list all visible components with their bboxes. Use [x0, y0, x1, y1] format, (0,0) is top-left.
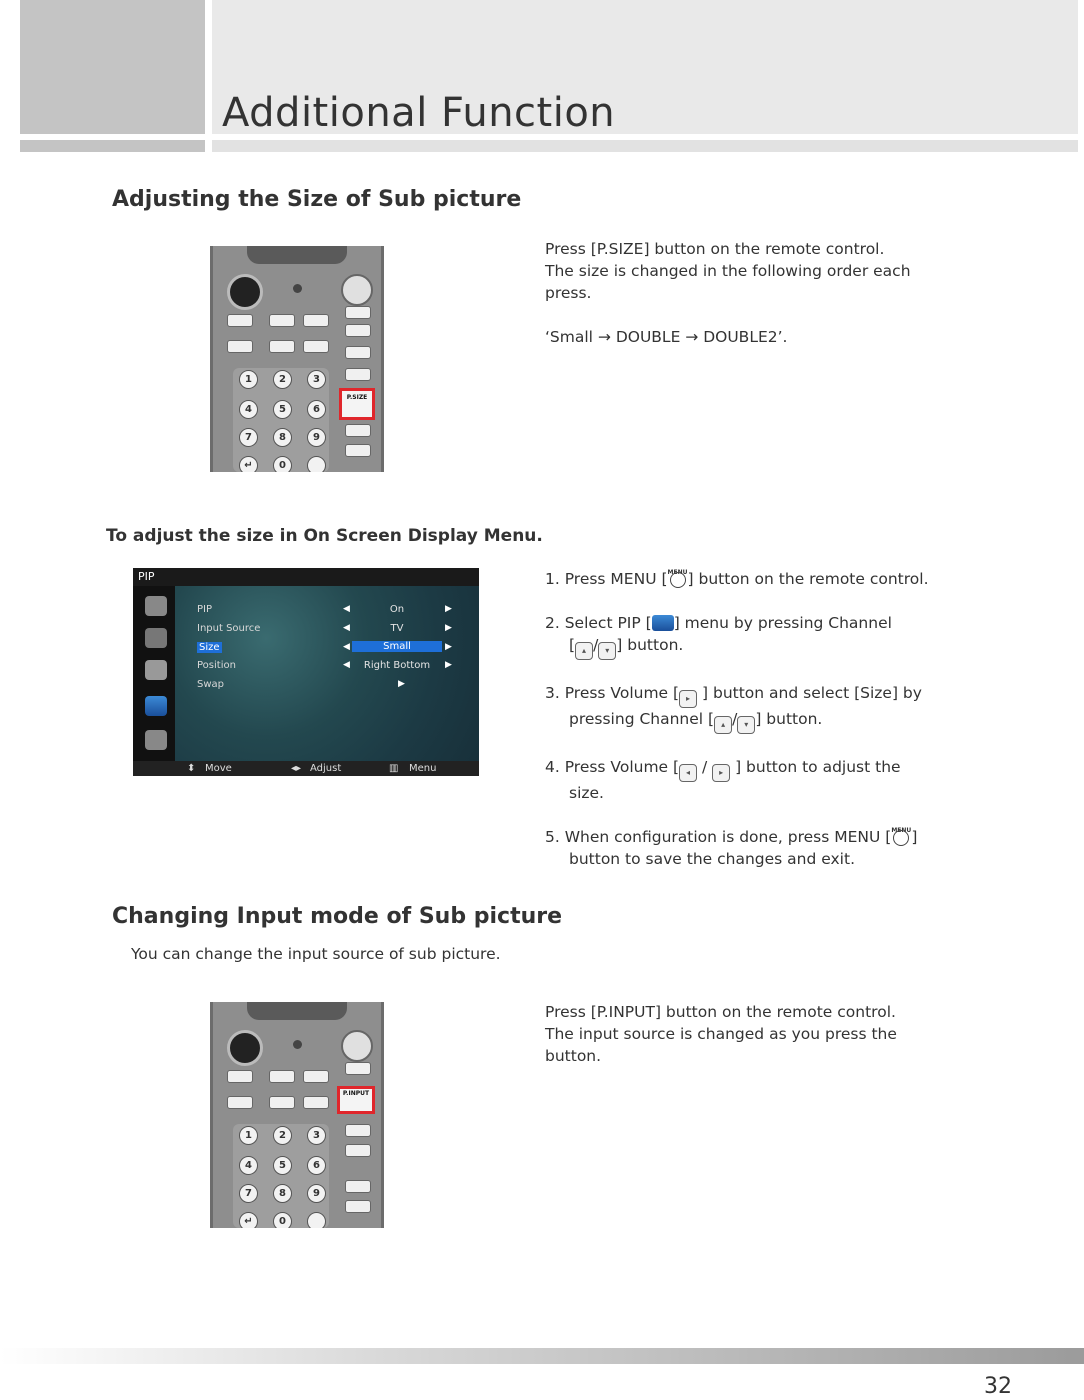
instruction-line: button.: [545, 1047, 602, 1065]
osd-menu-screenshot: [133, 568, 479, 776]
channel-down-icon: ▾: [598, 642, 616, 660]
move-arrows-icon: ⬍: [187, 763, 196, 774]
footer-bar: [0, 1348, 1084, 1364]
osd-subheading: To adjust the size in On Screen Display Menu.: [106, 526, 543, 546]
osd-steps: [545, 568, 1045, 870]
step-5: 5. When configuration is done, press MENU [ MENU ] button to save the changes and exit.: [545, 827, 918, 868]
power-button-icon: [227, 274, 263, 310]
remote-control-image-2: 1 2 3 4 5 6 7 8 9 ↵ 0 P.INPUT: [210, 1002, 384, 1228]
step-1: 1. Press MENU [ MENU ] button on the remote control.: [545, 569, 929, 588]
osd-footer-menu: Menu: [409, 763, 437, 774]
instruction-line: The size is changed in the following order each: [545, 262, 911, 280]
left-arrow-icon: ◀: [343, 604, 350, 614]
osd-footer-move: Move: [205, 763, 232, 774]
page-number: 32: [984, 1374, 1012, 1399]
pip-icon: [145, 696, 167, 716]
step-3: 3. Press Volume [ ▸ ] button and select [Size] by pressing Channel [ ▴ / ▾ ] button.: [545, 682, 1045, 734]
psize-button-highlight: P.SIZE: [339, 388, 375, 420]
osd-row-value: Right Bottom: [363, 660, 431, 671]
right-arrow-icon: ▶: [445, 660, 452, 670]
section1-heading: Adjusting the Size of Sub picture: [112, 187, 522, 212]
step-2: 2. Select PIP [ ] menu by pressing Channel [ ▴ / ▾ ] button.: [545, 612, 1045, 660]
left-arrow-icon: ◀: [343, 660, 350, 670]
step-4: 4. Press Volume [ ◂ / ▸ ] button to adjust the size.: [545, 758, 901, 802]
section2-heading: Changing Input mode of Sub picture: [112, 904, 563, 929]
osd-row-label: Input Source: [197, 623, 261, 634]
right-arrow-icon: ▶: [398, 679, 405, 689]
pip-menu-icon: [652, 615, 674, 631]
osd-row-label-selected: Size: [199, 642, 220, 653]
setup-wrench-icon: [145, 730, 167, 750]
right-arrow-icon: ▶: [445, 623, 452, 633]
remote-control-image-1: 1 2 3 4 5 6 7 8 9 ↵ 0 P.SIZE: [210, 246, 384, 472]
volume-right-icon: ▸: [712, 764, 730, 782]
left-arrow-icon: ◀: [343, 623, 350, 633]
section1-instructions: [545, 238, 985, 348]
osd-title: PIP: [133, 568, 479, 586]
picture-icon: [145, 596, 167, 616]
power-button-icon: [227, 1030, 263, 1066]
instruction-line: Press [P.SIZE] button on the remote control.: [545, 240, 885, 258]
instruction-line: Press [P.INPUT] button on the remote control.: [545, 1003, 896, 1021]
osd-sidebar: [133, 586, 175, 761]
osd-footer-adjust: Adjust: [310, 763, 342, 774]
right-arrow-icon: ▶: [445, 604, 452, 614]
menu-button-icon: MENU: [891, 827, 911, 845]
header-rule-right: [212, 140, 1078, 152]
mute-button-icon: [341, 1030, 373, 1062]
page-title: Additional Function: [222, 90, 616, 136]
section2-instructions: [545, 1001, 985, 1067]
osd-row-label: PIP: [197, 604, 213, 615]
volume-left-icon: ◂: [679, 764, 697, 782]
osd-row-value: TV: [390, 623, 404, 634]
volume-right-icon: ▸: [679, 690, 697, 708]
channel-down-icon: ▾: [737, 716, 755, 734]
instruction-line: The input source is changed as you press the: [545, 1025, 897, 1043]
osd-row-label: Swap: [197, 679, 225, 690]
osd-row-value: On: [389, 604, 405, 615]
header-rule-left: [20, 140, 205, 152]
menu-grid-icon: ▥: [389, 763, 399, 774]
osd-row-value-selected: Small: [352, 641, 442, 652]
header-block: [20, 0, 205, 134]
osd-row-label: Position: [197, 660, 236, 671]
sound-mode-icon: [145, 628, 167, 648]
size-order-line: ‘Small → DOUBLE → DOUBLE2’.: [545, 328, 788, 346]
adjust-arrows-icon: ◂▸: [291, 763, 302, 774]
pinput-button-highlight: P.INPUT: [337, 1086, 375, 1114]
osd-footer: [133, 761, 479, 776]
speaker-icon: [145, 660, 167, 680]
channel-up-icon: ▴: [575, 642, 593, 660]
mute-button-icon: [341, 274, 373, 306]
menu-button-icon: MENU: [668, 569, 688, 587]
right-arrow-icon: ▶: [445, 642, 452, 652]
section2-intro: You can change the input source of sub picture.: [131, 945, 501, 963]
channel-up-icon: ▴: [714, 716, 732, 734]
instruction-line: press.: [545, 284, 592, 302]
left-arrow-icon: ◀: [343, 642, 350, 652]
